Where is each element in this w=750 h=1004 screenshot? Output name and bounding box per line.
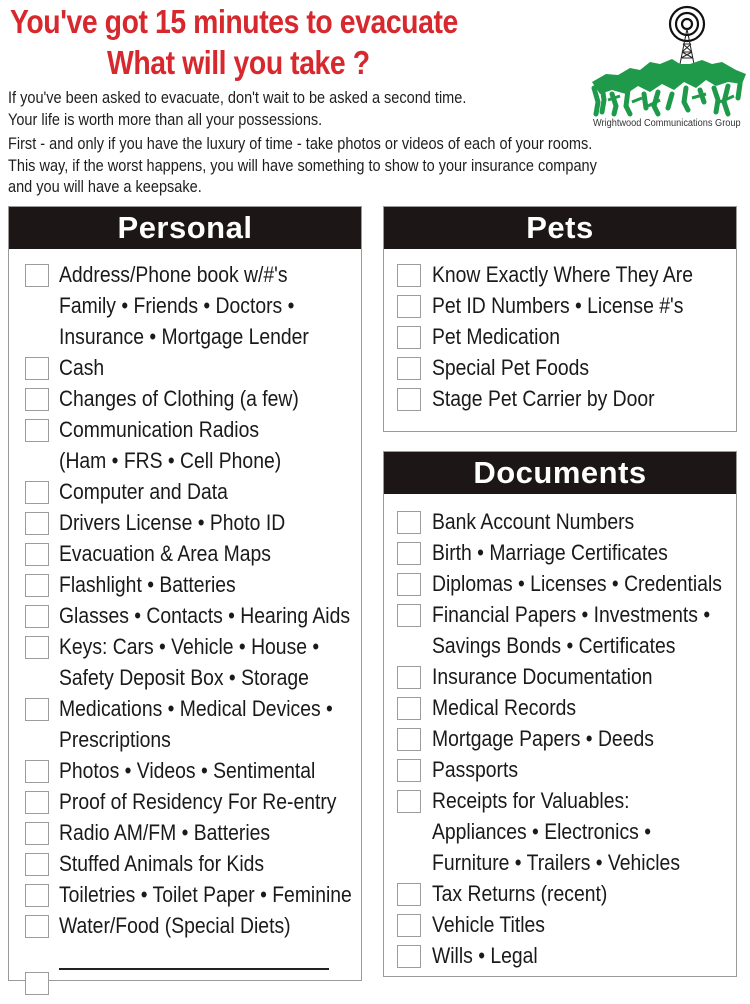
item-label: Family • Friends • Doctors • bbox=[59, 293, 295, 318]
item-label: Insurance • Mortgage Lender bbox=[59, 324, 309, 349]
item-label: Toiletries • Toilet Paper • Feminine bbox=[59, 882, 352, 907]
checklist-item bbox=[9, 508, 361, 539]
checkbox[interactable] bbox=[397, 666, 421, 689]
checklist-item bbox=[384, 384, 736, 415]
item-label: Safety Deposit Box • Storage bbox=[59, 665, 309, 690]
item-label: Tax Returns (recent) bbox=[432, 881, 608, 906]
radio-tower-mountains-logo-icon bbox=[588, 2, 750, 132]
item-label: Pet ID Numbers • License #'s bbox=[432, 293, 684, 318]
checkbox[interactable] bbox=[25, 605, 49, 628]
checklist-item bbox=[384, 600, 736, 662]
checklist-item bbox=[9, 756, 361, 787]
checkbox[interactable] bbox=[397, 573, 421, 596]
checkbox[interactable] bbox=[397, 604, 421, 627]
checklist bbox=[9, 260, 361, 970]
checkbox[interactable] bbox=[25, 822, 49, 845]
item-label: Proof of Residency For Re-entry bbox=[59, 789, 337, 814]
checklist-item bbox=[384, 538, 736, 569]
intro-paragraph-1 bbox=[8, 88, 466, 131]
item-label: Radio AM/FM • Batteries bbox=[59, 820, 271, 845]
item-label: Passports bbox=[432, 757, 519, 782]
item-label: Know Exactly Where They Are bbox=[432, 262, 693, 287]
checklist-item bbox=[384, 786, 736, 879]
item-label: Birth • Marriage Certificates bbox=[432, 540, 668, 565]
item-label: Address/Phone book w/#'s bbox=[59, 262, 288, 287]
checkbox[interactable] bbox=[397, 697, 421, 720]
checkbox[interactable] bbox=[397, 790, 421, 813]
checkbox[interactable] bbox=[397, 945, 421, 968]
item-label: Financial Papers • Investments • bbox=[432, 602, 711, 627]
checkbox[interactable] bbox=[397, 728, 421, 751]
checkbox[interactable] bbox=[397, 511, 421, 534]
logo-caption: Wrightwood Communications Group bbox=[593, 118, 741, 129]
item-label: Prescriptions bbox=[59, 727, 171, 752]
item-label: Mortgage Papers • Deeds bbox=[432, 726, 654, 751]
section-title: Personal bbox=[9, 207, 361, 249]
checkbox[interactable] bbox=[397, 295, 421, 318]
section-title: Pets bbox=[384, 207, 736, 249]
item-label: Insurance Documentation bbox=[432, 664, 653, 689]
item-label: Pet Medication bbox=[432, 324, 561, 349]
intro-line: This way, if the worst happens, you will have something to show to your insurance company bbox=[8, 156, 597, 175]
checklist-item bbox=[9, 632, 361, 694]
item-label: Bank Account Numbers bbox=[432, 509, 635, 534]
checkbox[interactable] bbox=[397, 759, 421, 782]
checkbox[interactable] bbox=[25, 636, 49, 659]
checklist-item bbox=[384, 260, 736, 291]
checkbox[interactable] bbox=[25, 388, 49, 411]
item-label: Medical Records bbox=[432, 695, 577, 720]
checklist-item bbox=[9, 384, 361, 415]
intro-line: and you will have a keepsake. bbox=[8, 178, 202, 196]
item-label: Appliances • Electronics • bbox=[432, 819, 651, 844]
checkbox[interactable] bbox=[25, 481, 49, 504]
checklist-item bbox=[9, 818, 361, 849]
checklist-item bbox=[9, 694, 361, 756]
checklist-item bbox=[384, 507, 736, 538]
documents-section bbox=[383, 451, 737, 977]
personal-section bbox=[8, 206, 362, 981]
checklist-item bbox=[384, 353, 736, 384]
item-label: Receipts for Valuables: bbox=[432, 788, 630, 813]
page-title-line-1: You've got 15 minutes to evacuate bbox=[10, 3, 458, 40]
checkbox[interactable] bbox=[25, 512, 49, 535]
checklist-item bbox=[384, 569, 736, 600]
intro-line: Your life is worth more than all your possessions. bbox=[8, 110, 323, 129]
checkbox[interactable] bbox=[25, 574, 49, 597]
item-label: Vehicle Titles bbox=[432, 912, 545, 937]
item-label: Glasses • Contacts • Hearing Aids bbox=[59, 603, 351, 628]
item-label: Cash bbox=[59, 355, 105, 380]
item-label: Wills • Legal bbox=[432, 943, 538, 968]
checklist-item bbox=[9, 880, 361, 911]
checklist-item bbox=[384, 322, 736, 353]
checklist-item bbox=[384, 879, 736, 910]
checkbox[interactable] bbox=[25, 884, 49, 907]
checklist-item bbox=[384, 291, 736, 322]
checklist-item bbox=[9, 911, 361, 942]
checkbox[interactable] bbox=[397, 883, 421, 906]
checklist-item bbox=[384, 724, 736, 755]
item-label: Savings Bonds • Certificates bbox=[432, 633, 676, 658]
checkbox[interactable] bbox=[397, 542, 421, 565]
item-label: Changes of Clothing (a few) bbox=[59, 386, 299, 411]
checkbox[interactable] bbox=[397, 326, 421, 349]
checklist-item bbox=[9, 601, 361, 632]
checklist-item bbox=[384, 910, 736, 941]
item-label: Stage Pet Carrier by Door bbox=[432, 386, 655, 411]
checkbox[interactable] bbox=[25, 264, 49, 287]
checklist-item bbox=[9, 570, 361, 601]
checklist-item bbox=[9, 260, 361, 353]
checklist-item bbox=[384, 662, 736, 693]
intro-paragraph-2 bbox=[8, 134, 597, 199]
checklist-item bbox=[384, 941, 736, 972]
checkbox[interactable] bbox=[25, 915, 49, 938]
checkbox[interactable] bbox=[25, 760, 49, 783]
intro-line: First - and only if you have the luxury of time - take photos or videos of each of your rooms. bbox=[8, 135, 593, 153]
checklist-item bbox=[9, 539, 361, 570]
checkbox[interactable] bbox=[397, 388, 421, 411]
checkbox[interactable] bbox=[397, 264, 421, 287]
checklist-item bbox=[384, 693, 736, 724]
section-title: Documents bbox=[384, 452, 736, 494]
write-in-line[interactable] bbox=[59, 968, 329, 970]
checklist-item bbox=[9, 415, 361, 477]
checklist bbox=[384, 507, 736, 972]
checklist-item bbox=[384, 755, 736, 786]
item-label: (Ham • FRS • Cell Phone) bbox=[59, 448, 282, 473]
item-label: Keys: Cars • Vehicle • House • bbox=[59, 634, 320, 659]
intro-line: If you've been asked to evacuate, don't wait to be asked a second time. bbox=[8, 89, 467, 107]
item-label: Evacuation & Area Maps bbox=[59, 541, 271, 566]
checkbox[interactable] bbox=[25, 543, 49, 566]
checklist-item-blank bbox=[9, 968, 361, 970]
checkbox[interactable] bbox=[25, 972, 49, 995]
checklist bbox=[384, 260, 736, 415]
checkbox[interactable] bbox=[25, 853, 49, 876]
item-label: Water/Food (Special Diets) bbox=[59, 913, 291, 938]
item-label: Special Pet Foods bbox=[432, 355, 590, 380]
item-label: Drivers License • Photo ID bbox=[59, 510, 286, 535]
item-label: Medications • Medical Devices • bbox=[59, 696, 333, 721]
item-label: Furniture • Trailers • Vehicles bbox=[432, 850, 680, 875]
checkbox[interactable] bbox=[25, 698, 49, 721]
item-label: Computer and Data bbox=[59, 479, 228, 504]
page-title-line-2: What will you take ? bbox=[107, 44, 370, 81]
checkbox[interactable] bbox=[397, 357, 421, 380]
item-label: Photos • Videos • Sentimental bbox=[59, 758, 316, 783]
item-label: Flashlight • Batteries bbox=[59, 572, 236, 597]
checkbox[interactable] bbox=[25, 357, 49, 380]
checklist-item bbox=[9, 849, 361, 880]
checklist-item bbox=[9, 353, 361, 384]
item-label: Communication Radios bbox=[59, 417, 260, 442]
checkbox[interactable] bbox=[25, 791, 49, 814]
checklist-item bbox=[9, 787, 361, 818]
checklist-item bbox=[9, 477, 361, 508]
item-label: Stuffed Animals for Kids bbox=[59, 851, 265, 876]
item-label: Diplomas • Licenses • Credentials bbox=[432, 571, 722, 596]
checkbox[interactable] bbox=[25, 419, 49, 442]
checkbox[interactable] bbox=[397, 914, 421, 937]
pets-section bbox=[383, 206, 737, 432]
